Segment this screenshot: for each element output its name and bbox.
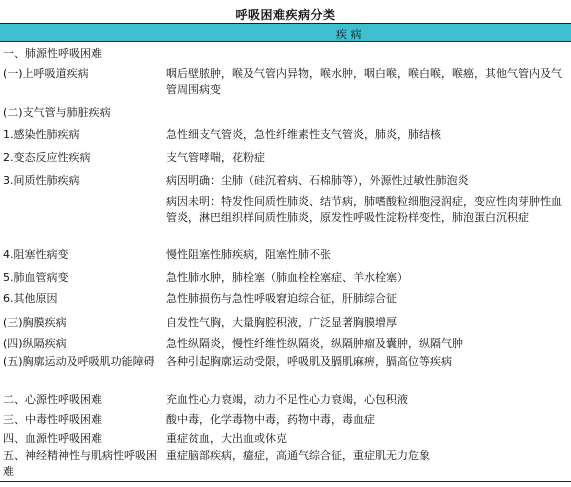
row-2-left: (一)上呼吸道疾病 [3,67,89,80]
row-14-right: 充血性心力衰竭，动力不足性心力衰竭，心包积液 [166,393,408,406]
row-6-right: 病因明确：尘肺（硅沉着病、石棉肺等），外源性过敏性肺泡炎 [166,174,469,187]
row-3-left: (二)支气管与肺脏疾病 [3,106,111,119]
table-bottom-rule [0,481,571,482]
row-9-left: 5.肺血管病变 [3,271,69,284]
row-7-right: 病因未明：特发性间质性肺炎、结节病，肺嗜酸粒细胞浸润症，变应性肉芽肿性血管炎，淋巴组织样间质性肺炎，原发性呼吸性淀粉样变性，肺泡蛋白沉积症 [166,195,562,224]
row-8-right: 慢性阻塞性肺疾病，阻塞性肺不张 [166,248,331,261]
row-8-left: 4.阻塞性病变 [3,248,69,261]
row-4-right: 急性细支气管炎，急性纤维素性支气管炎，肺炎，肺结核 [166,128,441,141]
row-15-left: 三、中毒性呼吸困难 [3,413,102,426]
row-10-right: 急性肺损伤与急性呼吸窘迫综合征，肝肺综合征 [166,292,397,305]
page-title: 呼吸困难疾病分类 [235,8,336,22]
row-15-right: 酸中毒，化学毒物中毒，药物中毒，毒血症 [166,413,375,426]
row-12-right: 急性纵隔炎，慢性纤维性纵隔炎，纵隔肿瘤及囊肿，纵隔气肿 [166,337,463,350]
row-5-right: 支气管哮喘，花粉症 [166,151,265,164]
row-16-right: 重症贫血，大出血或休克 [166,432,287,445]
row-13-left: (五)胸廓运动及呼吸肌功能障碍 [3,355,155,368]
row-12-left: (四)纵隔疾病 [3,337,67,350]
row-9-right: 急性肺水肿，肺栓塞（肺血栓栓塞症、羊水栓塞） [166,271,408,284]
table-header [0,23,571,42]
row-17-left: 五、神经精神性与肌病性呼吸困难 [3,449,157,478]
row-2-right: 咽后壁脓肿，喉及气管内异物，喉水肿，咽白喉，喉白喉，喉癌，其他气管内及气管周围病变 [166,67,562,96]
row-4-left: 1.感染性肺疾病 [3,128,80,141]
row-17-right: 重症脑部疾病，癔症，高通气综合征，重症肌无力危象 [166,449,430,462]
row-5-left: 2.变态反应性疾病 [3,151,91,164]
row-1-left: 一、肺源性呼吸困难 [3,47,102,60]
row-6-left: 3.间质性肺疾病 [3,174,80,187]
row-14-left: 二、心源性呼吸困难 [3,393,102,406]
row-11-right: 自发性气胸，大量胸腔积液，广泛显著胸膜增厚 [166,316,397,329]
row-10-left: 6.其他原因 [3,292,58,305]
row-13-right: 各种引起胸廓运动受限，呼吸肌及膈肌麻痹，膈高位等疾病 [166,355,452,368]
row-11-left: (三)胸膜疾病 [3,316,67,329]
row-16-left: 四、血源性呼吸困难 [3,432,102,445]
header-disease: 疾 病 [336,28,362,41]
